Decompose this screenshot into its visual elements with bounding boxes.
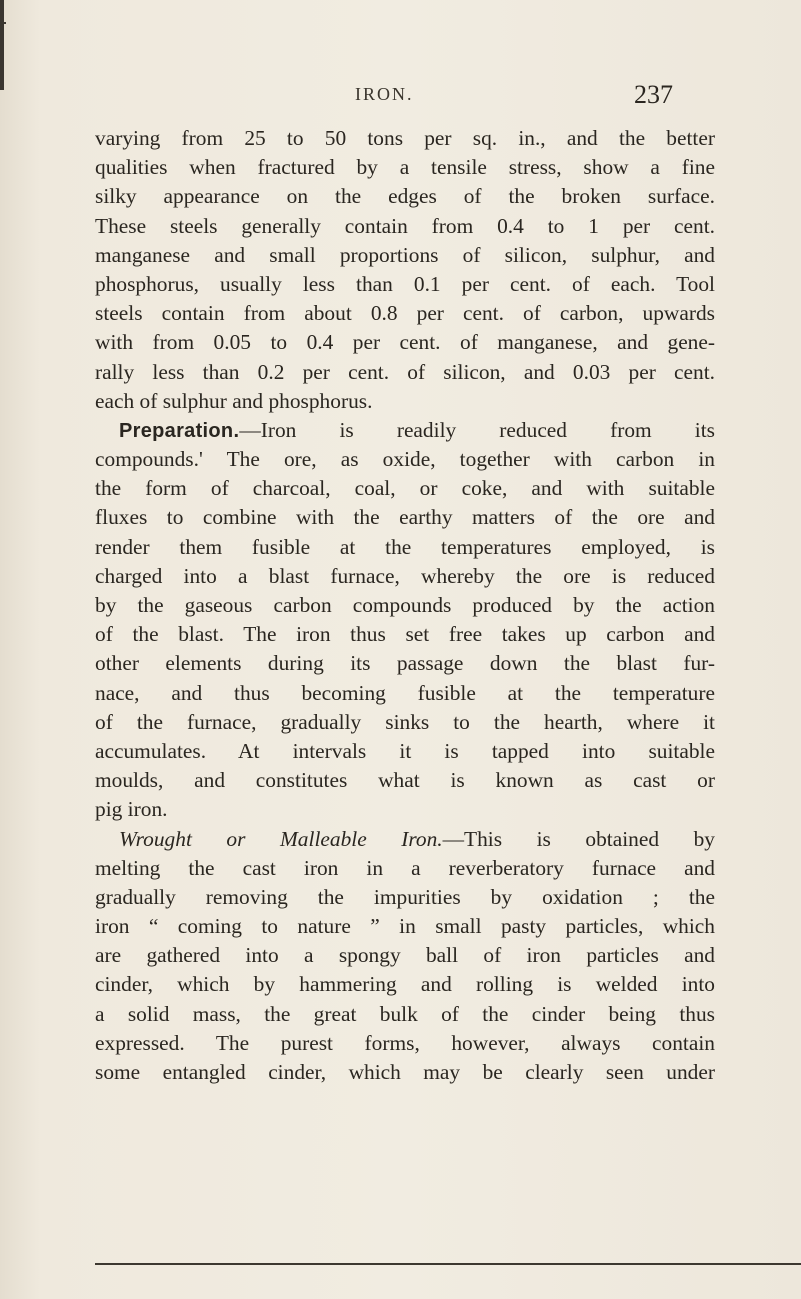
text-line: varying from 25 to 50 tons per sq. in., and the better [95,126,715,150]
section-heading-wrought-iron: Wrought or Malleable Iron. [119,826,443,851]
text-line: render them fusible at the temperatures employed, is [95,534,715,559]
text-line: melting the cast iron in a reverberatory furnace and [95,855,715,880]
text-line: cinder, which by hammering and rolling is welded into [95,972,715,997]
paragraph-first-line [95,825,715,854]
text-line: by the gaseous carbon compounds produced by the action [95,593,715,617]
text-line: silky appearance on the edges of the broken surface. [95,184,715,209]
page-number: 237 [634,80,673,109]
text-line: iron “ coming to nature ” in small pasty particles, which [95,914,715,939]
section-heading-preparation: Preparation. [119,419,240,442]
binding-edge [0,0,4,90]
text-line: compounds.' The ore, as oxide, together with carbon in [95,447,715,472]
text-line: with from 0.05 to 0.4 per cent. of manganese, and gene- [95,330,715,355]
footer-rule [95,1263,801,1265]
text-line: nace, and thus becoming fusible at the temperature [95,680,715,705]
text-line: phosphorus, usually less than 0.1 per cent. of each. Tool [95,271,715,296]
text-line: manganese and small proportions of silicon, sulphur, and [95,242,715,267]
text-line: gradually removing the impurities by oxidation ; the [95,884,715,909]
text-line: steels contain from about 0.8 per cent. of carbon, upwards [95,301,715,326]
text-line: a solid mass, the great bulk of the cinder being thus [95,1001,715,1026]
text-run: —Iron is readily reduced from its [239,417,715,442]
page-header [0,80,801,116]
text-line: the form of charcoal, coal, or coke, and with suitable [95,476,715,501]
paragraph-first-line [95,416,715,445]
text-run: —This is obtained by [442,826,715,851]
text-line: fluxes to combine with the earthy matters of the ore and [95,505,715,530]
text-line: some entangled cinder, which may be clearly seen under [95,1060,715,1084]
text-line: charged into a blast furnace, whereby the ore is reduced [95,563,715,588]
text-line: each of sulphur and phosphorus. [95,388,373,413]
text-line: are gathered into a spongy ball of iron particles and [95,943,715,968]
text-line: of the blast. The iron thus set free takes up carbon and [95,622,715,647]
text-line: rally less than 0.2 per cent. of silicon, and 0.03 per cent. [95,359,715,384]
text-line: These steels generally contain from 0.4 to 1 per cent. [95,213,715,238]
text-line: other elements during its passage down the blast fur- [95,651,715,676]
body-text [95,124,715,1087]
text-line: pig iron. [95,797,168,822]
text-line: qualities when fractured by a tensile stress, show a fine [95,155,715,180]
binding-mark [0,22,6,24]
text-line: accumulates. At intervals it is tapped into suitable [95,738,715,763]
text-line: expressed. The purest forms, however, always contain [95,1030,715,1055]
running-head: IRON. [355,84,414,104]
text-line: moulds, and constitutes what is known as cast or [95,768,715,793]
text-line: of the furnace, gradually sinks to the hearth, where it [95,709,715,734]
